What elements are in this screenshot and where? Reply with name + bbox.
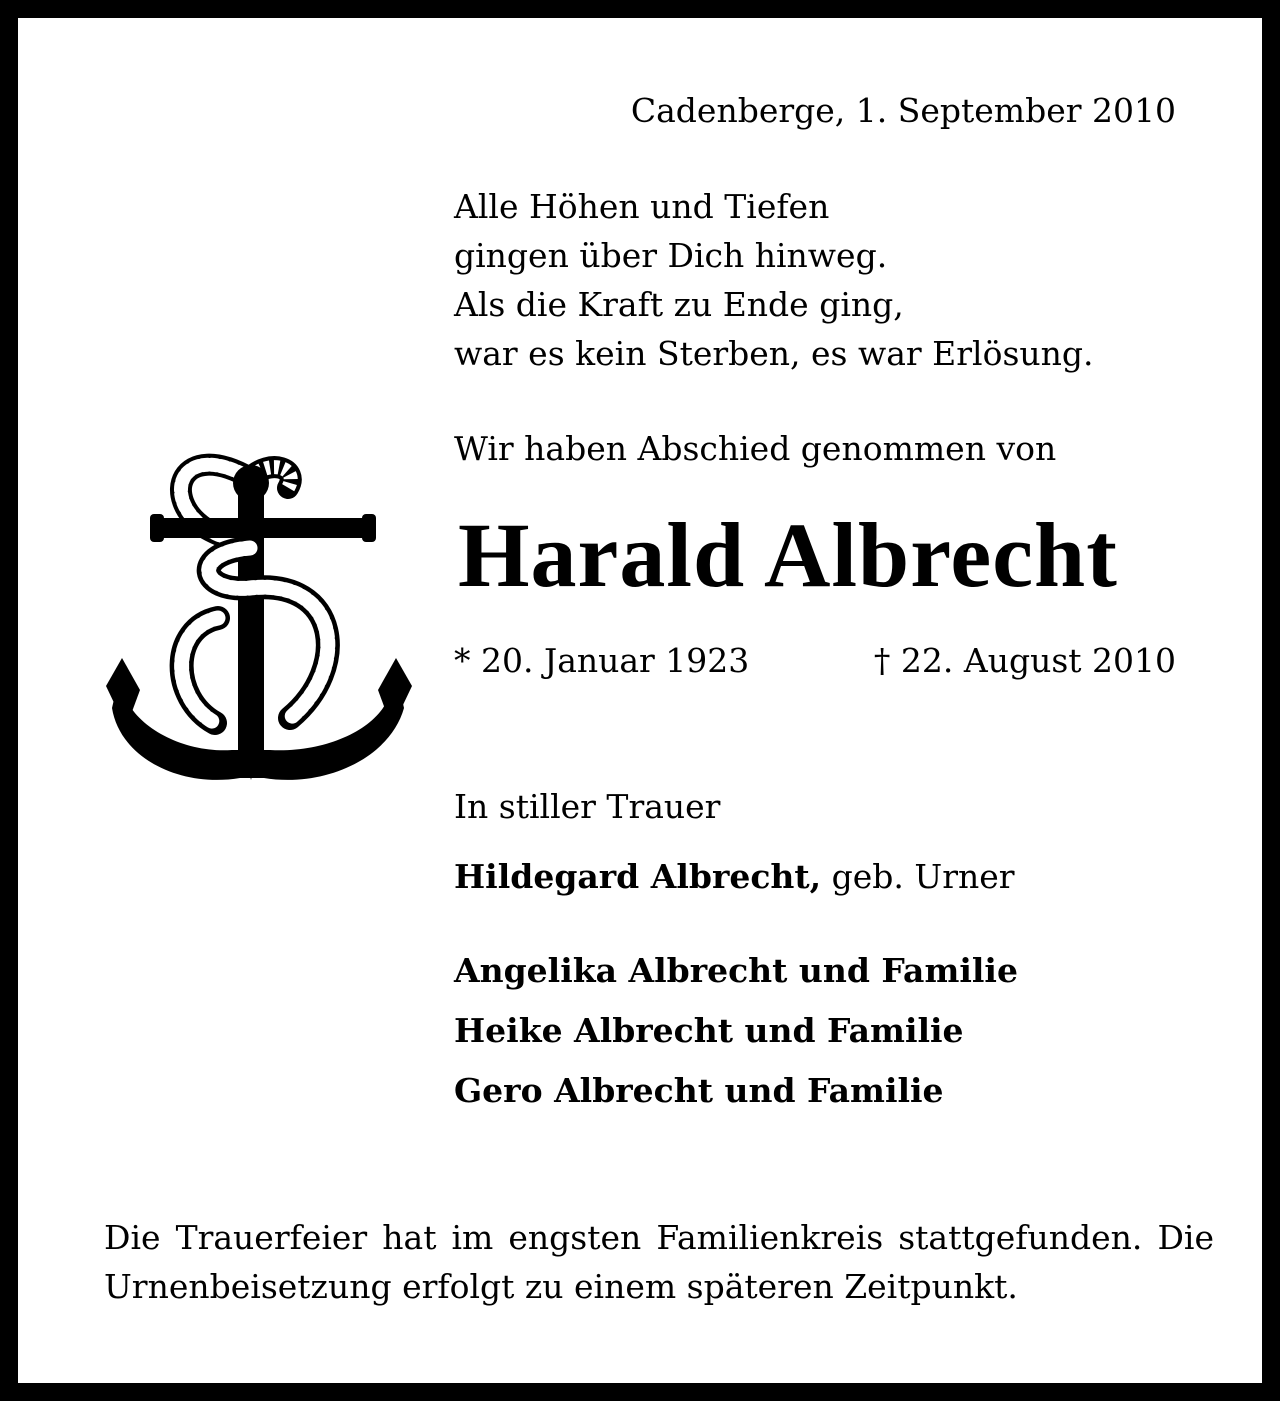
widow-maiden-name: geb. Urner: [821, 857, 1015, 896]
ceremony-text: Die Trauerfeier hat im engsten Familienkreis stattgefunden. Die Urnenbeisetzung erfolgt zu einem späteren Zeitpunkt.: [104, 1218, 1214, 1306]
poem-line: Alle Höhen und Tiefen: [454, 187, 830, 226]
family-line: Angelika Albrecht und Familie: [454, 951, 1018, 990]
poem-line: Als die Kraft zu Ende ging,: [454, 285, 904, 324]
farewell-line: Wir haben Abschied genommen von: [454, 429, 1057, 468]
poem-line: gingen über Dich hinweg.: [454, 236, 888, 275]
widow-line: [454, 852, 1015, 901]
place-date: Cadenberge, 1. September 2010: [630, 91, 1176, 130]
poem-line: war es kein Sterben, es war Erlösung.: [454, 334, 1094, 373]
birth-date: * 20. Januar 1923: [454, 641, 750, 680]
deceased-name: Harald Albrecht: [458, 504, 1118, 606]
mourning-line: In stiller Trauer: [454, 787, 721, 826]
anchor-with-rope-icon: [100, 428, 418, 798]
poem: [454, 182, 1094, 378]
family-line: Heike Albrecht und Familie: [454, 1011, 964, 1050]
widow-name: Hildegard Albrecht,: [454, 857, 822, 896]
family-line: Gero Albrecht und Familie: [454, 1071, 944, 1110]
death-date: † 22. August 2010: [873, 641, 1176, 680]
